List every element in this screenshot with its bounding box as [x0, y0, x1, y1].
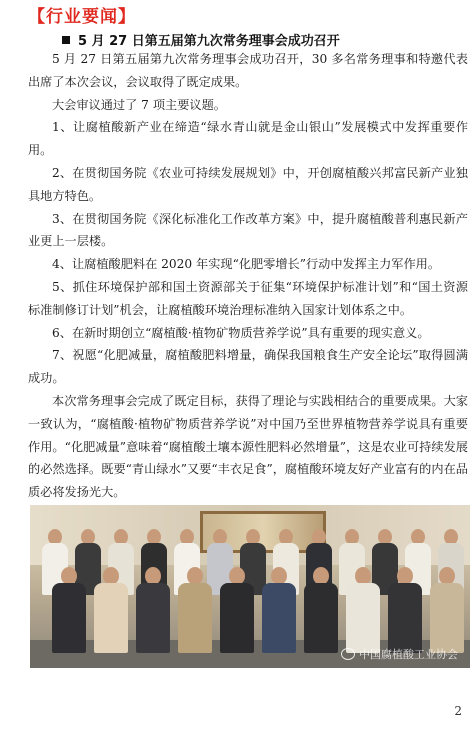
group-photo [30, 505, 470, 668]
square-bullet-icon [62, 36, 70, 44]
article-body [28, 48, 468, 504]
paragraph: 7、祝愿“化肥减量，腐植酸肥料增量，确保我国粮食生产安全论坛”取得圆满成功。 [28, 348, 468, 386]
article-headline [62, 30, 340, 49]
paragraph: 1、让腐植酸新产业在缔造“绿水青山就是金山银山”发展模式中发挥重要作用。 [28, 120, 468, 158]
headline-text: 5 月 27 日第五届第九次常务理事会成功召开 [78, 34, 340, 49]
paragraph: 5 月 27 日第五届第九次常务理事会成功召开，30 多名常务理事和特邀代表出席了本次会议，会议取得了既定成果。 [28, 52, 468, 89]
wechat-icon [341, 648, 355, 660]
photo-watermark [341, 646, 458, 662]
section-tag: 【行业要闻】 [28, 7, 136, 27]
paragraph: 4、让腐植酸肥料在 2020 年实现“化肥零增长”行动中发挥主力军作用。 [52, 257, 441, 272]
paragraph: 大会审议通过了 7 项主要议题。 [52, 97, 226, 112]
page-number: 2 [454, 704, 462, 718]
paragraph: 5、抓住环境保护部和国土资源部关于征集“环境保护标准计划”和“国土资源标准制修订计划”机会，让腐植酸环境治理标准纳入国家计划体系之中。 [28, 279, 468, 317]
paragraph: 6、在新时期创立“腐植酸·植物矿物质营养学说”具有重要的现实意义。 [52, 325, 430, 340]
paragraph: 本次常务理事会完成了既定目标，获得了理论与实践相结合的重要成果。大家一致认为，“腐植酸·植物矿物质营养学说”对中国乃至世界植物营养学说具有重要作用。“化肥减量”意味着“腐植酸土壤本源性肥料必然增量”，这是农业可持续发展的必然选择。既要“青山绿水”又要“丰衣足食”，腐植酸环境友好产业富有的内在品质必将发扬光大。 [28, 393, 468, 500]
paragraph: 3、在贯彻国务院《深化标准化工作改革方案》中，提升腐植酸普利惠民新产业更上一层楼。 [28, 211, 468, 249]
paragraph: 2、在贯彻国务院《农业可持续发展规划》中，开创腐植酸兴邦富民新产业独具地方特色。 [28, 165, 468, 203]
watermark-text: 中国腐植酸工业协会 [359, 648, 458, 661]
